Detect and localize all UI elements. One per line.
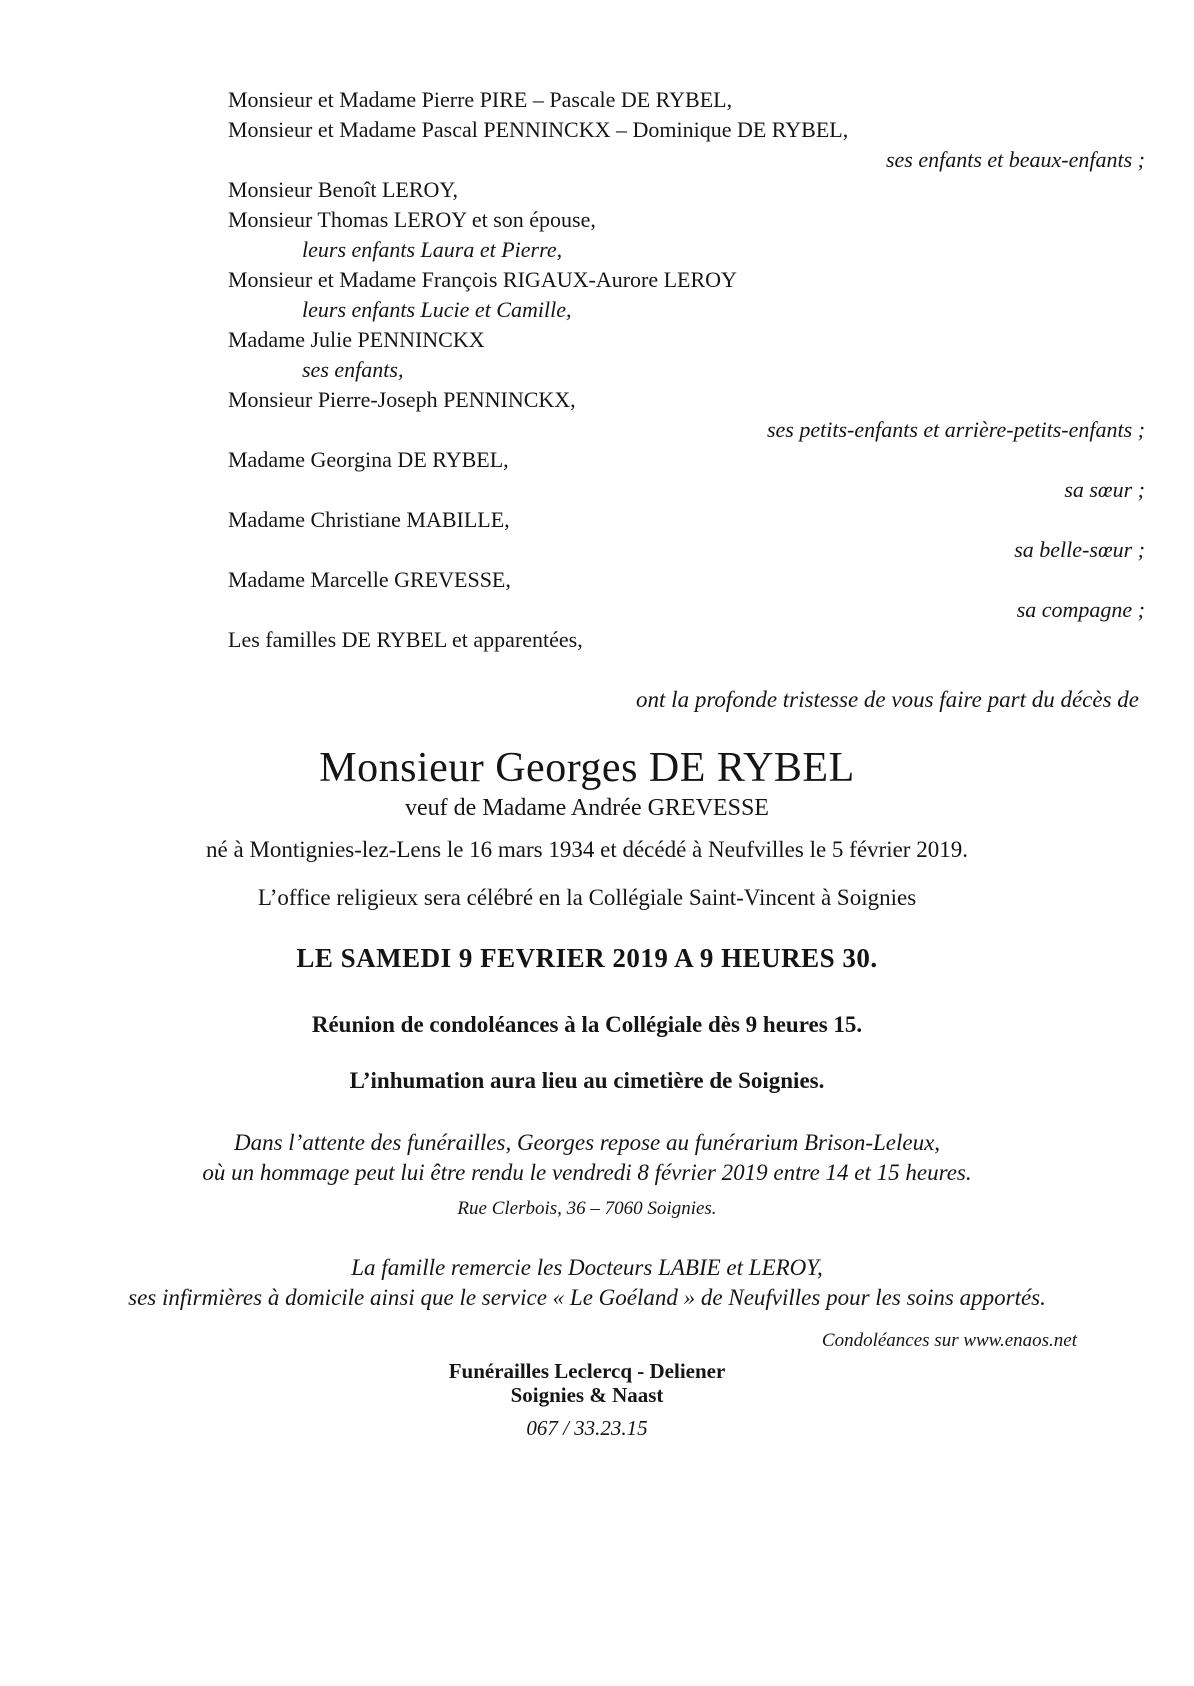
ceremony-date-line: LE SAMEDI 9 FEVRIER 2019 A 9 HEURES 30. [296,943,878,973]
thanks-line-2: ses infirmières à domicile ainsi que le service « Le Goéland » de Neufvilles pour les soins apportés. [128,1285,1046,1310]
family-announcers-list [0,0,1194,655]
funerarium-address: Rue Clerbois, 36 – 7060 Soignies. [457,1198,717,1219]
funeral-home-phone: 067 / 33.23.15 [526,1416,648,1440]
widower-line: veuf de Madame Andrée GREVESSE [405,795,769,821]
repose-paragraph [30,1128,1144,1188]
family-line: Madame Georgina DE RYBEL, [228,447,509,472]
thanks-line-1: La famille remercie les Docteurs LABIE et LEROY, [351,1255,823,1280]
family-line-children: ses enfants, [302,357,404,382]
relation-label: sa compagne ; [1016,597,1145,622]
family-line: Monsieur et Madame François RIGAUX-Aurore LEROY [228,267,737,292]
deceased-name: Monsieur Georges DE RYBEL [319,745,855,791]
repose-line-1: Dans l’attente des funérailles, Georges repose au funérarium Brison-Leleux, [233,1130,941,1155]
family-line-children: leurs enfants Lucie et Camille, [302,297,572,322]
relation-label: ses petits-enfants et arrière-petits-enfants ; [766,417,1145,442]
thanks-paragraph [30,1253,1144,1313]
family-line: Monsieur Pierre-Joseph PENNINCKX, [228,387,576,412]
family-line: Monsieur et Madame Pascal PENNINCKX – Dominique DE RYBEL, [228,117,849,142]
relation-label: sa belle-sœur ; [1014,537,1145,562]
burial-line: L’inhumation aura lieu au cimetière de Soignies. [349,1068,825,1093]
religious-office-line: L’office religieux sera célébré en la Collégiale Saint-Vincent à Soignies [257,885,917,910]
condolence-meeting-line: Réunion de condoléances à la Collégiale dès 9 heures 15. [311,1012,863,1037]
family-line: Monsieur Benoît LEROY, [228,177,458,202]
funeral-home-block [0,1359,1194,1442]
announcement-intro: ont la profonde tristesse de vous faire part du décès de [636,687,1139,712]
repose-line-2: où un hommage peut lui être rendu le vendredi 8 février 2019 entre 14 et 15 heures. [202,1160,972,1185]
announcement-body [0,743,1194,1313]
funeral-home-cities: Soignies & Naast [510,1383,664,1407]
relation-label: sa sœur ; [1064,477,1145,502]
family-line: Madame Christiane MABILLE, [228,507,510,532]
funeral-home-name: Funérailles Leclercq - Deliener [448,1359,726,1383]
family-line: Monsieur et Madame Pierre PIRE – Pascale DE RYBEL, [228,87,733,112]
family-line-children: leurs enfants Laura et Pierre, [302,237,563,262]
family-line: Madame Julie PENNINCKX [228,327,485,352]
family-line: Monsieur Thomas LEROY et son épouse, [228,207,596,232]
relation-label: ses enfants et beaux-enfants ; [885,147,1145,172]
online-condolences: Condoléances sur www.enaos.net [821,1330,1077,1351]
family-line: Les familles DE RYBEL et apparentées, [228,627,583,652]
family-line: Madame Marcelle GREVESSE, [228,567,511,592]
birth-death-line: né à Montignies-lez-Lens le 16 mars 1934 et décédé à Neufvilles le 5 février 2019. [206,837,968,862]
